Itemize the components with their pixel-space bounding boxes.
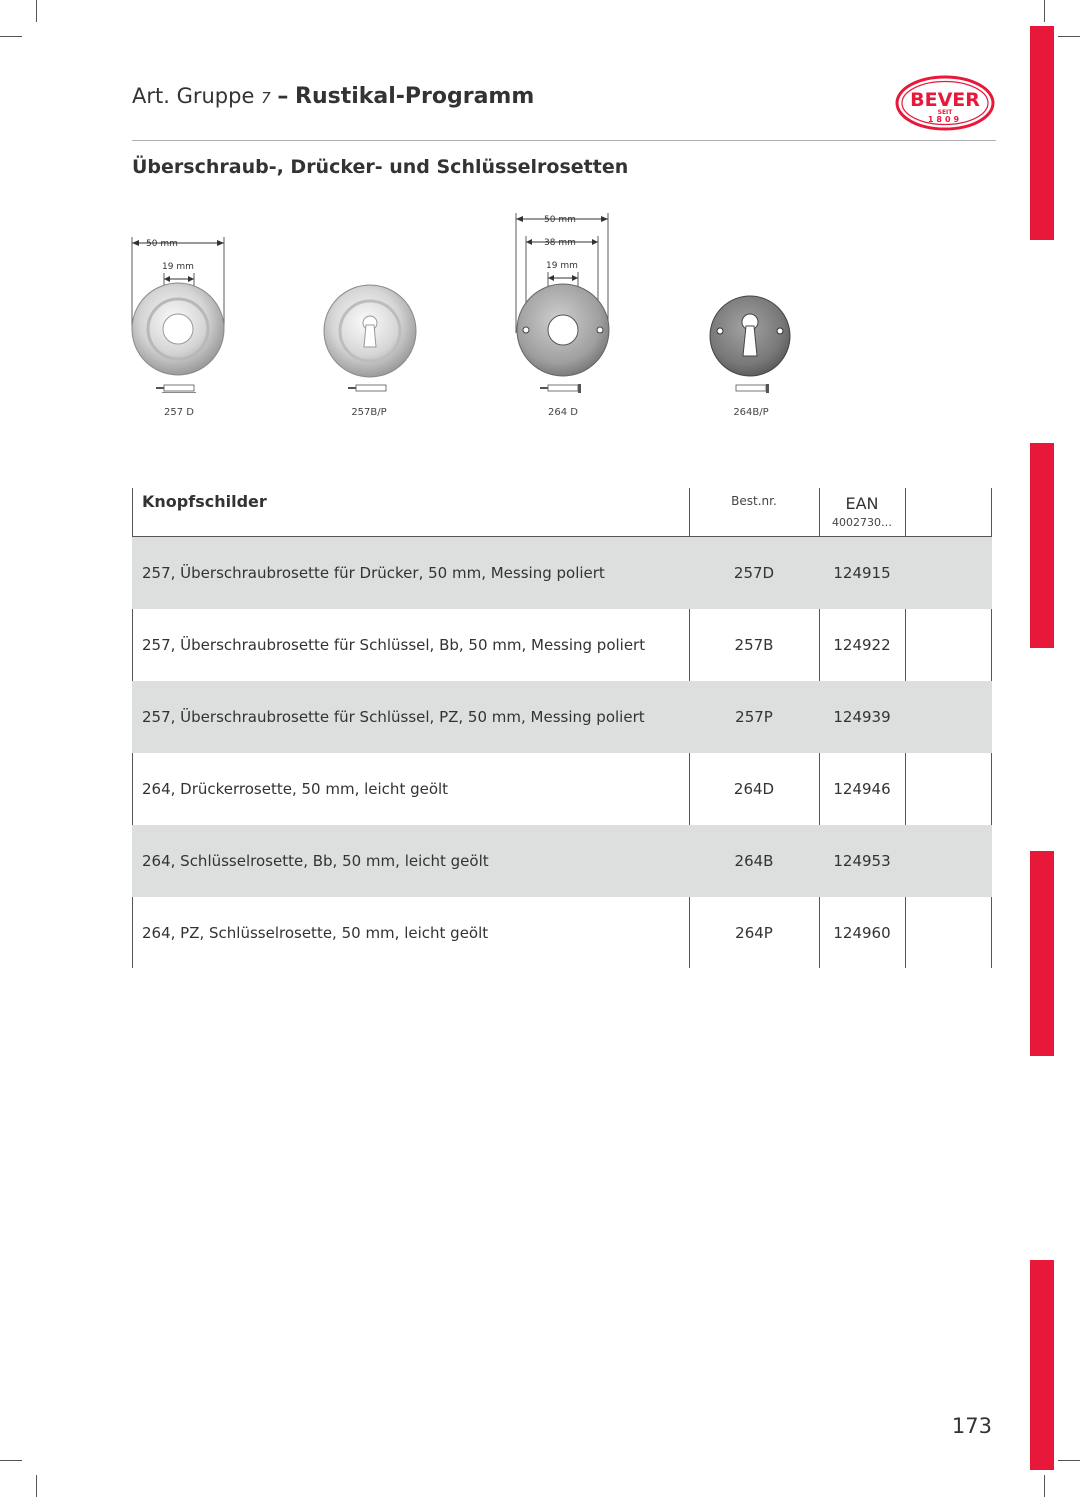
dim-inner-label: 19 mm bbox=[162, 262, 194, 272]
table-section-title: Knopfschilder bbox=[142, 492, 267, 511]
group-prefix: Art. Gruppe bbox=[132, 84, 255, 108]
product-257d bbox=[84, 205, 274, 425]
row-ean: 124960 bbox=[833, 924, 891, 942]
product-264d bbox=[468, 205, 658, 425]
product-label: 257B/P bbox=[351, 407, 387, 418]
dim-inner-label: 19 mm bbox=[546, 261, 578, 271]
product-label: 257 D bbox=[164, 407, 194, 418]
row-bestnr: 257D bbox=[733, 564, 775, 582]
row-ean: 124939 bbox=[833, 708, 891, 726]
crop-mark bbox=[1044, 1475, 1045, 1497]
crop-mark bbox=[36, 1475, 37, 1497]
dim-outer-label: 50 mm bbox=[146, 239, 178, 249]
chapter-tab bbox=[1030, 851, 1054, 1056]
row-bestnr: 264D bbox=[733, 780, 775, 798]
row-description: 257, Überschraubrosette für Schlüssel, PZ, 50 mm, Messing poliert bbox=[142, 708, 645, 726]
crop-mark bbox=[0, 36, 22, 37]
row-bestnr: 257P bbox=[735, 708, 773, 726]
page-number: 173 bbox=[951, 1414, 992, 1438]
row-description: 264, Drückerrosette, 50 mm, leicht geölt bbox=[142, 780, 449, 798]
row-bestnr: 264B bbox=[734, 852, 774, 870]
row-description: 257, Überschraubrosette für Schlüssel, Bb, 50 mm, Messing poliert bbox=[142, 636, 646, 654]
table-row bbox=[132, 537, 992, 609]
group-number: 7 bbox=[261, 89, 271, 107]
crop-mark bbox=[36, 0, 37, 22]
table-row bbox=[132, 825, 992, 897]
row-description: 257, Überschraubrosette für Drücker, 50 mm, Messing poliert bbox=[142, 564, 605, 582]
row-ean: 124953 bbox=[833, 852, 891, 870]
table-row bbox=[132, 897, 992, 969]
row-ean: 124946 bbox=[833, 780, 891, 798]
row-bestnr: 264P bbox=[735, 924, 773, 942]
row-ean: 124915 bbox=[833, 564, 891, 582]
column-header-ean: EAN bbox=[845, 494, 879, 513]
table-row bbox=[132, 753, 992, 825]
logo-brand: BEVER bbox=[910, 89, 980, 111]
row-bestnr: 257B bbox=[734, 636, 774, 654]
table-header bbox=[132, 488, 992, 537]
product-label: 264 D bbox=[548, 407, 578, 418]
product-illustrations bbox=[0, 205, 1080, 435]
group-title: Rustikal-Programm bbox=[295, 84, 535, 109]
logo-year: 1809 bbox=[927, 115, 963, 124]
crop-mark bbox=[0, 1460, 22, 1461]
crop-mark bbox=[1058, 1460, 1080, 1461]
column-header-bestnr: Best.nr. bbox=[731, 494, 777, 508]
crop-mark bbox=[1044, 0, 1045, 22]
table-row bbox=[132, 609, 992, 681]
ean-prefix: 4002730… bbox=[832, 516, 892, 529]
product-table bbox=[132, 488, 992, 969]
table-row bbox=[132, 681, 992, 753]
title-dash: – bbox=[277, 84, 289, 109]
dim-middle-label: 38 mm bbox=[544, 238, 576, 248]
page-title bbox=[132, 80, 534, 114]
section-subtitle: Überschraub-, Drücker- und Schlüsselrosetten bbox=[132, 156, 629, 178]
chapter-tab bbox=[1030, 443, 1054, 648]
crop-mark bbox=[1058, 36, 1080, 37]
product-257bp bbox=[274, 205, 464, 425]
chapter-tab bbox=[1030, 1260, 1054, 1470]
logo-since: SEIT bbox=[937, 109, 953, 116]
bever-logo bbox=[894, 74, 996, 132]
page-header bbox=[132, 80, 996, 141]
row-ean: 124922 bbox=[833, 636, 891, 654]
product-label: 264B/P bbox=[733, 407, 769, 418]
row-description: 264, PZ, Schlüsselrosette, 50 mm, leicht geölt bbox=[142, 924, 489, 942]
dim-outer-label: 50 mm bbox=[544, 215, 576, 225]
row-description: 264, Schlüsselrosette, Bb, 50 mm, leicht geölt bbox=[142, 852, 489, 870]
product-264bp bbox=[656, 205, 846, 425]
